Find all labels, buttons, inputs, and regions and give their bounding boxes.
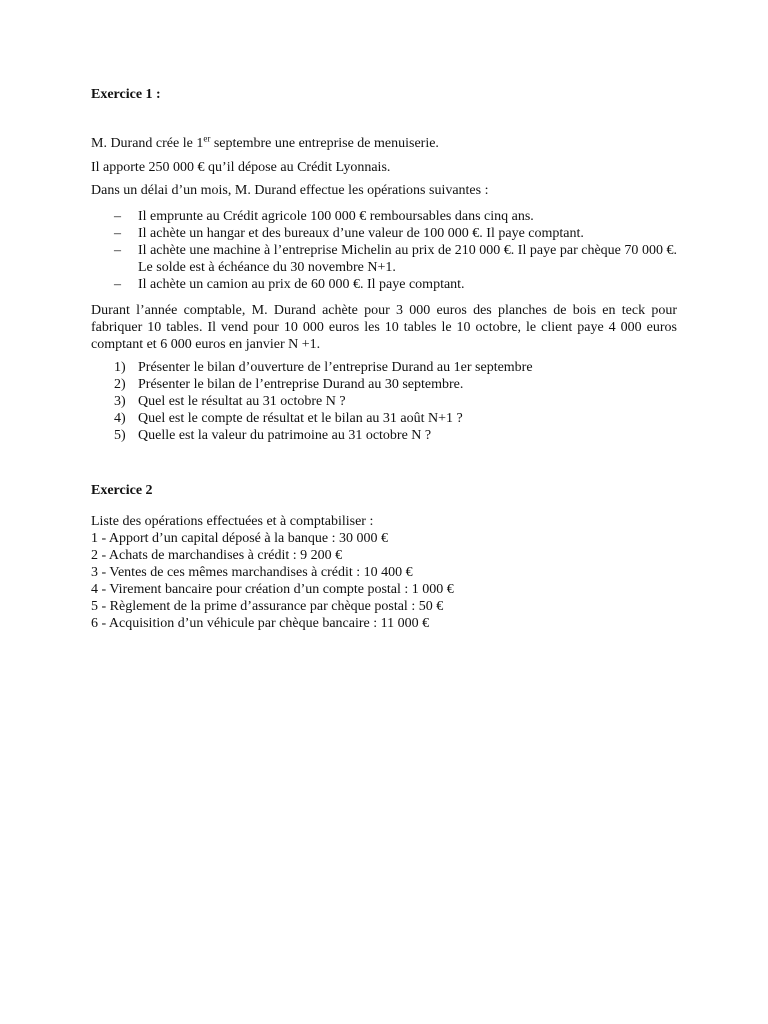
list-item: – Il achète un camion au prix de 60 000 €. Il paye comptant. (114, 277, 465, 292)
operation-item: 2 - Achats de marchandises à crédit : 9 200 € (91, 548, 343, 563)
operation-item: 4 - Virement bancaire pour création d’un compte postal : 1 000 € (91, 582, 454, 597)
exercice-1-intro: M. Durand crée le 1er septembre une entreprise de menuiserie. (91, 133, 439, 151)
question-item: 2) Présenter le bilan de l’entreprise Durand au 30 septembre. (114, 377, 464, 392)
exercice-1-title: Exercice 1 : (91, 87, 161, 102)
question-item: 3) Quel est le résultat au 31 octobre N ? (114, 394, 346, 409)
operation-item: 6 - Acquisition d’un véhicule par chèque bancaire : 11 000 € (91, 616, 430, 631)
exercice-1-operations-intro: Dans un délai d’un mois, M. Durand effectue les opérations suivantes : (91, 183, 489, 198)
operation-item: 3 - Ventes de ces mêmes marchandises à crédit : 10 400 € (91, 565, 413, 580)
list-item: – Il achète une machine à l’entreprise Michelin au prix de 210 000 €. Il paye par chèque 70 000 €. Le solde est à échéance du 30 novembre N+1. (114, 243, 677, 275)
operation-item: 1 - Apport d’un capital déposé à la banque : 30 000 € (91, 531, 389, 546)
question-item: 5) Quelle est la valeur du patrimoine au 31 octobre N ? (114, 428, 432, 443)
exercice-2-title: Exercice 2 (91, 483, 153, 498)
exercice-1-apport: Il apporte 250 000 € qu’il dépose au Crédit Lyonnais. (91, 160, 391, 175)
operation-item: 5 - Règlement de la prime d’assurance par chèque postal : 50 € (91, 599, 444, 614)
exercice-2-intro: Liste des opérations effectuées et à comptabiliser : (91, 514, 374, 529)
list-item: – Il achète un hangar et des bureaux d’une valeur de 100 000 €. Il paye comptant. (114, 226, 584, 241)
question-item: 4) Quel est le compte de résultat et le bilan au 31 août N+1 ? (114, 411, 463, 426)
exercice-1-paragraph: Durant l’année comptable, M. Durand achète pour 3 000 euros des planches de bois en teck pour fabriquer 10 tables. Il vend pour 10 000 euros les 10 tables le 10 octobre, le client paye 4 000 euros comptant et 6 000 euros en janvier N +1. (91, 303, 677, 352)
list-item: – Il emprunte au Crédit agricole 100 000 € remboursables dans cinq ans. (114, 209, 534, 224)
question-item: 1) Présenter le bilan d’ouverture de l’entreprise Durand au 1er septembre (114, 360, 533, 375)
